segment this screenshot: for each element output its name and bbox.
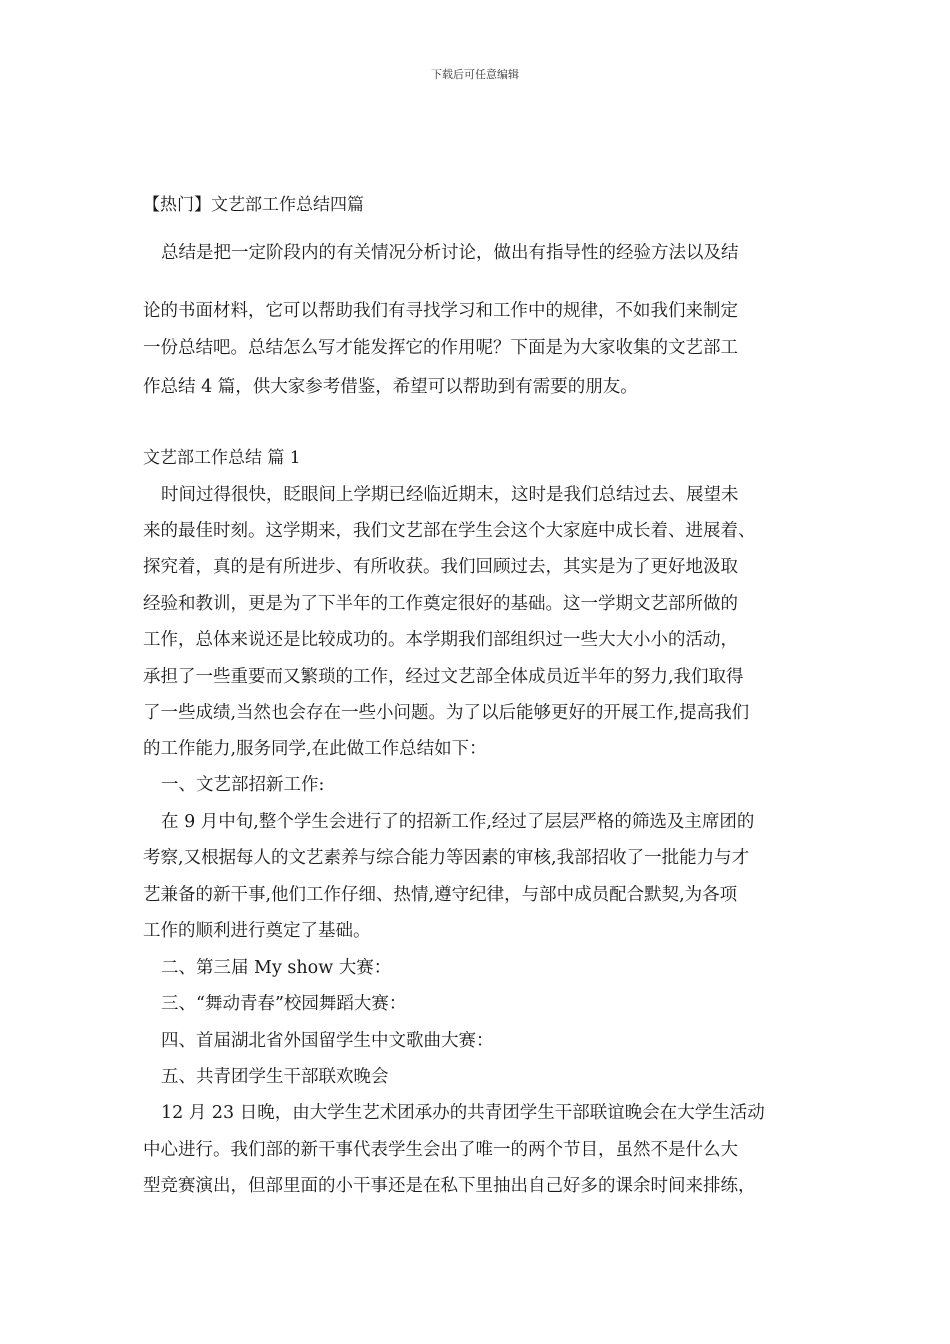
header-note: 下载后可任意编辑 bbox=[431, 68, 519, 81]
list-heading: 三、“舞动青春”校园舞蹈大赛： bbox=[161, 994, 407, 1014]
intro-line: 作总结 4 篇，供大家参考借鉴，希望可以帮助到有需要的朋友。 bbox=[143, 377, 638, 397]
body-line: 来的最佳时刻。这学期来，我们文艺部在学生会这个大家庭中成长着、进展着、 bbox=[143, 521, 756, 541]
body-line: 工作的顺利进行奠定了基础。 bbox=[143, 921, 371, 941]
list-heading: 四、首届湖北省外国留学生中文歌曲大赛： bbox=[161, 1031, 494, 1051]
section-title: 文艺部工作总结 篇 1 bbox=[143, 448, 301, 468]
body-line: 艺兼备的新干事,他们工作仔细、热情,遵守纪律，与部中成员配合默契,为各项 bbox=[143, 885, 738, 905]
page-title: 【热门】文艺部工作总结四篇 bbox=[143, 195, 364, 215]
body-line: 型竞赛演出，但部里面的小干事还是在私下里抽出自己好多的课余时间来排练， bbox=[143, 1176, 756, 1196]
body-line: 工作，总体来说还是比较成功的。本学期我们部组织过一些大大小小的活动， bbox=[143, 630, 738, 650]
body-line: 探究着，真的是有所进步、有所收获。我们回顾过去，其实是为了更好地汲取 bbox=[143, 557, 738, 577]
body-line: 时间过得很快，眨眼间上学期已经临近期末，这时是我们总结过去、展望未 bbox=[161, 485, 739, 505]
body-line: 考察,又根据每人的文艺素养与综合能力等因素的审核,我部招收了一批能力与才 bbox=[143, 848, 750, 868]
intro-line: 一份总结吧。总结怎么写才能发挥它的作用呢？下面是为大家收集的文艺部工 bbox=[143, 338, 738, 358]
body-line: 在 9 月中旬,整个学生会进行了的招新工作,经过了层层严格的筛选及主席团的 bbox=[161, 812, 755, 832]
body-line: 承担了一些重要而又繁琐的工作，经过文艺部全体成员近半年的努力,我们取得 bbox=[143, 667, 744, 687]
body-line: 中心进行。我们部的新干事代表学生会出了唯一的两个节目，虽然不是什么大 bbox=[143, 1140, 738, 1160]
intro-line: 总结是把一定阶段内的有关情况分析讨论，做出有指导性的经验方法以及结 bbox=[161, 243, 739, 263]
list-heading: 一、文艺部招新工作: bbox=[161, 775, 325, 795]
list-heading: 二、第三届 My show 大赛： bbox=[161, 958, 392, 978]
intro-line: 论的书面材料，它可以帮助我们有寻找学习和工作中的规律，不如我们来制定 bbox=[143, 301, 738, 321]
body-line: 12 月 23 日晚，由大学生艺术团承办的共青团学生干部联谊晚会在大学生活动 bbox=[161, 1103, 765, 1123]
body-line: 的工作能力,服务同学,在此做工作总结如下： bbox=[143, 739, 487, 759]
body-line: 了一些成绩,当然也会存在一些小问题。为了以后能够更好的开展工作,提高我们 bbox=[143, 703, 750, 723]
list-heading: 五、共青团学生干部联欢晚会 bbox=[161, 1067, 389, 1087]
body-line: 经验和教训，更是为了下半年的工作奠定很好的基础。这一学期文艺部所做的 bbox=[143, 594, 738, 614]
